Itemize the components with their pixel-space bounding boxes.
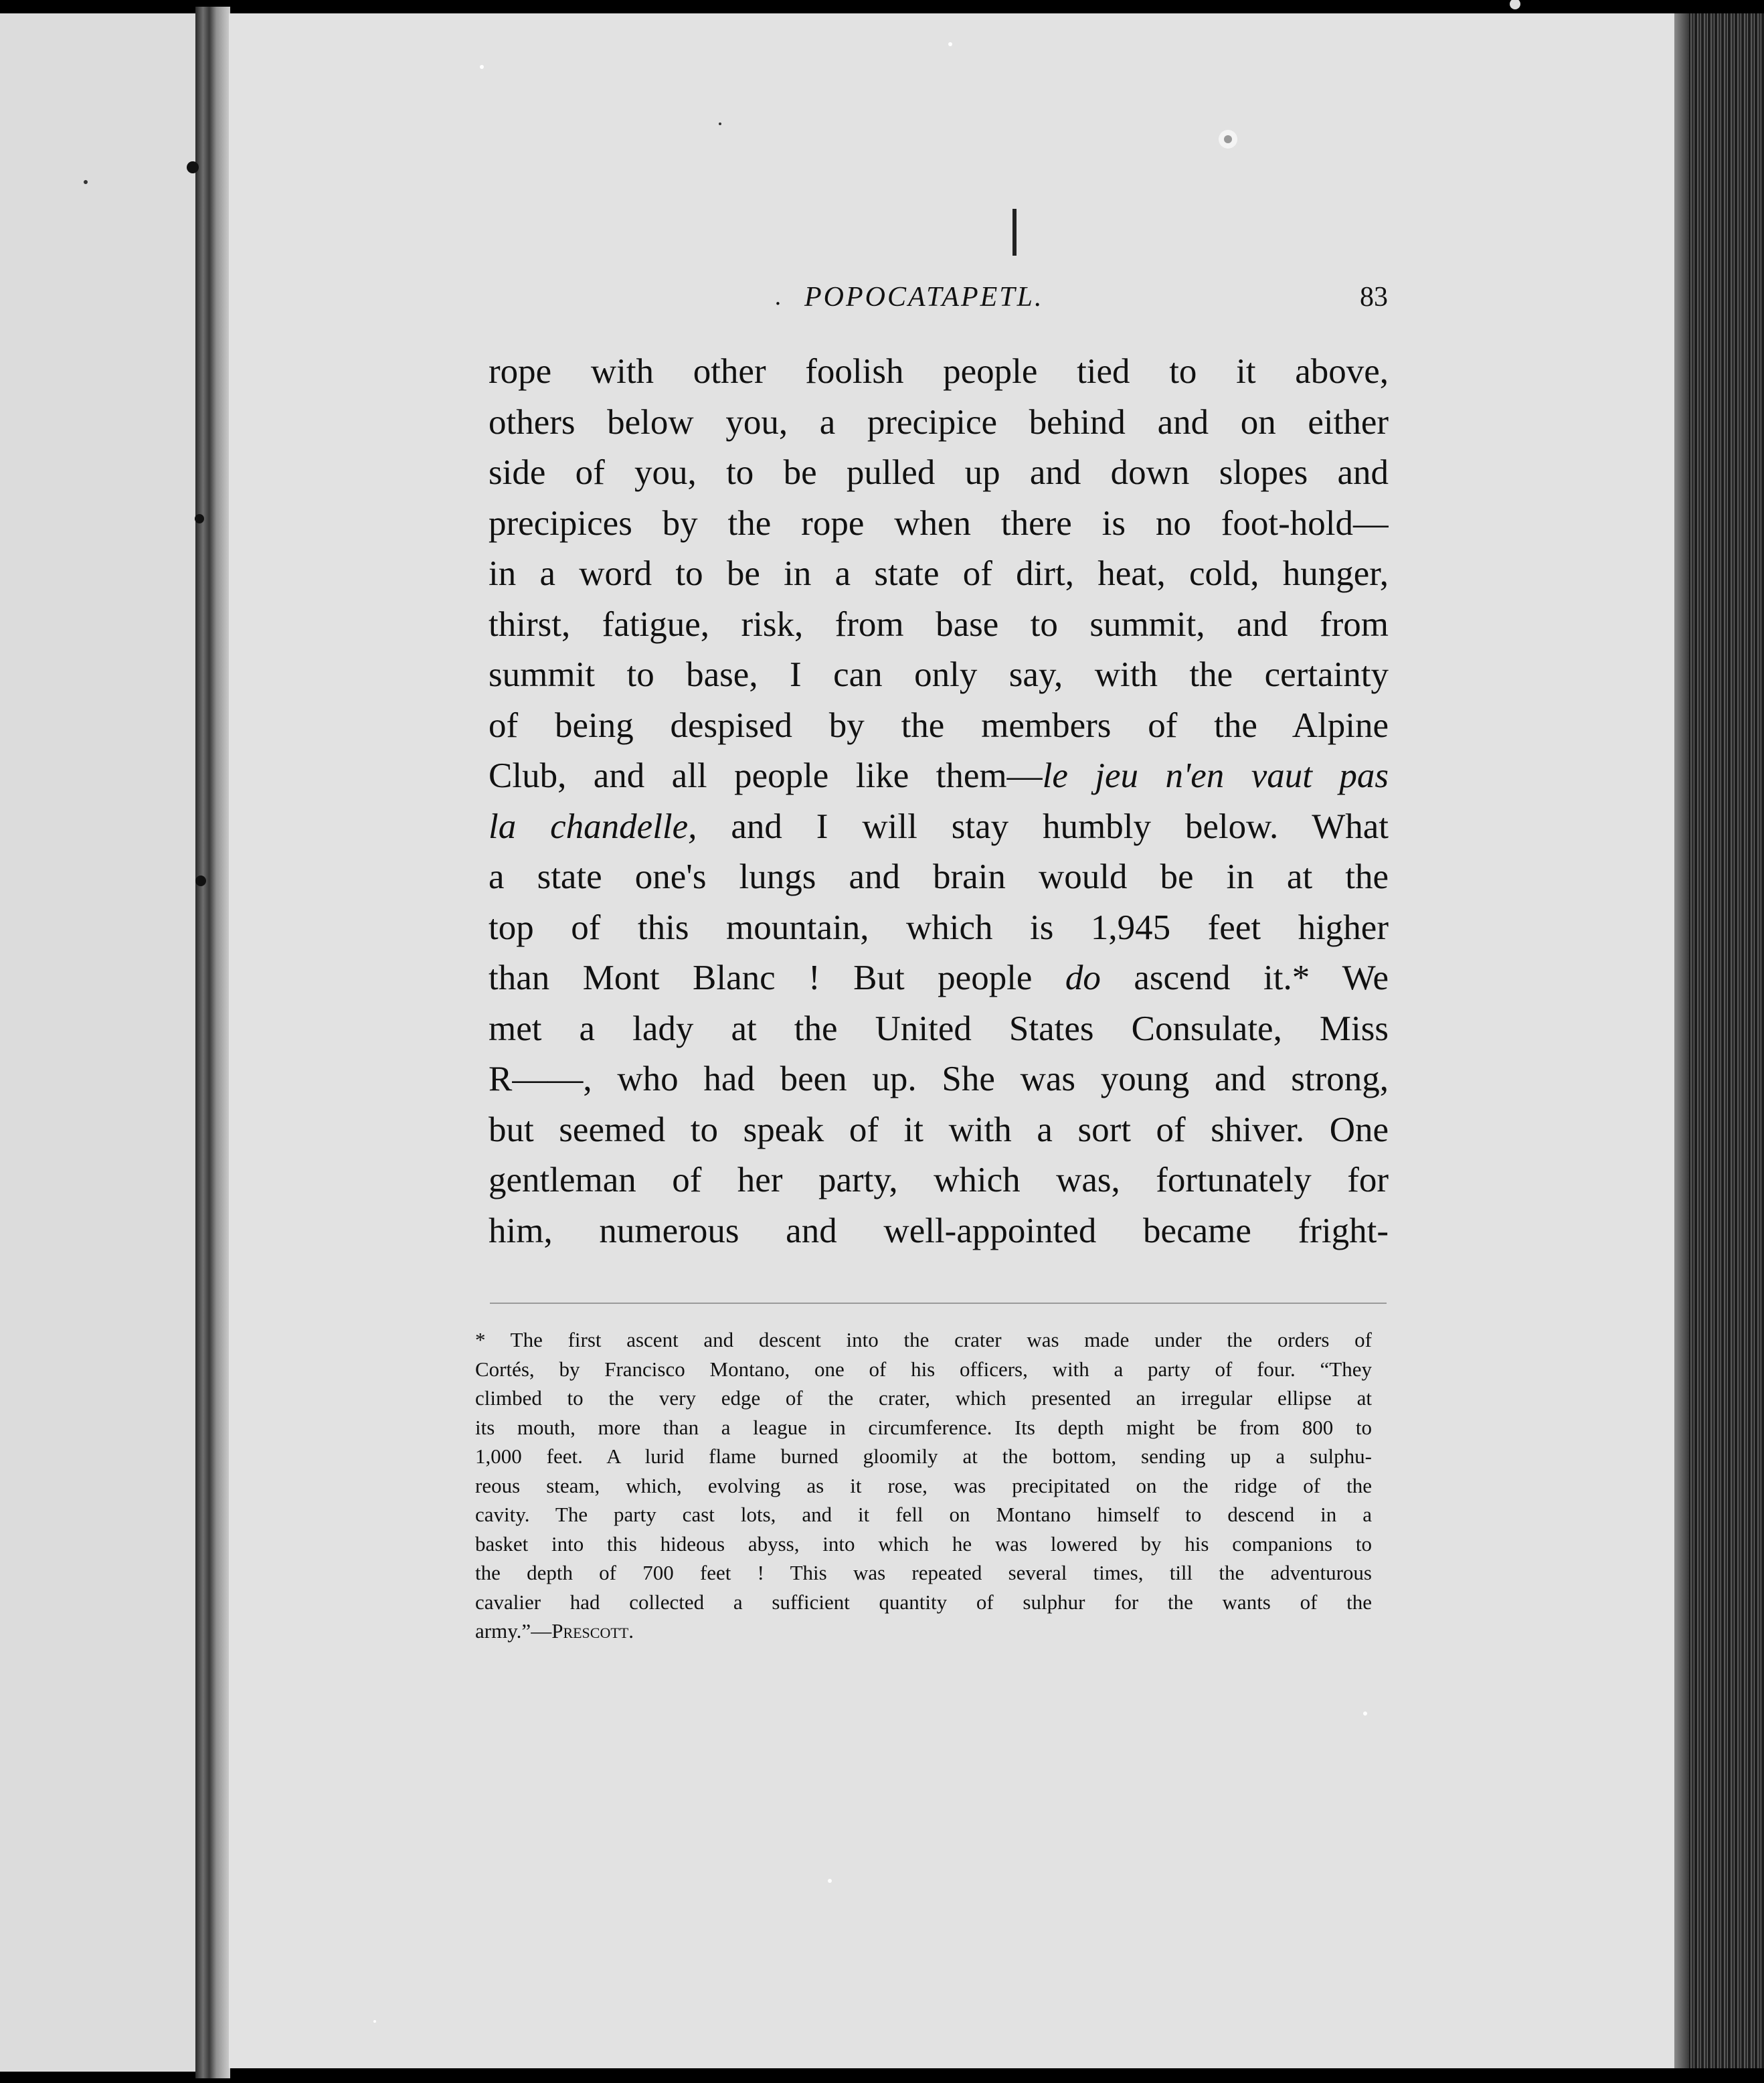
footnote-line: cavalier had collected a sufficient quantity of sulphur for the wants of the [475, 1590, 1372, 1614]
french-phrase: la chandelle, [489, 807, 697, 846]
body-line: a state one's lungs and brain would be in at the [489, 857, 1389, 896]
body-line: in a word to be in a state of dirt, heat, cold, hunger, [489, 554, 1389, 593]
body-text-run: than Mont Blanc ! But people [489, 959, 1065, 997]
footnote-line: its mouth, more than a league in circumference. Its depth might be from 800 to [475, 1415, 1372, 1439]
body-line: thirst, fatigue, risk, from base to summit, and from [489, 604, 1389, 644]
running-head [229, 273, 1674, 327]
body-text-run: ascend it.* We [1100, 959, 1389, 997]
body-text [489, 347, 1389, 1256]
body-text-run: and I will stay humbly below. What [697, 807, 1389, 846]
book-page [229, 13, 1674, 2068]
french-phrase: le jeu n'en vaut pas [1042, 756, 1389, 795]
page-number: 83 [1360, 282, 1388, 313]
head-mark: . [774, 284, 782, 311]
body-line [489, 751, 1389, 802]
body-line: side of you, to be pulled up and down slopes and [489, 453, 1389, 492]
footnote-line: reous steam, which, evolving as it rose, was precipitated on the ridge of the [475, 1473, 1372, 1497]
body-line: summit to base, I can only say, with the certainty [489, 655, 1389, 694]
body-line: of being despised by the members of the Alpine [489, 705, 1389, 745]
body-line [489, 953, 1389, 1004]
body-line: but seemed to speak of it with a sort of shiver. One [489, 1110, 1389, 1149]
body-line: top of this mountain, which is 1,945 feet higher [489, 908, 1389, 947]
body-line: R——, who had been up. She was young and strong, [489, 1060, 1389, 1098]
footnote-line: climbed to the very edge of the crater, which presented an irregular ellipse at [475, 1386, 1372, 1410]
body-line: gentleman of her party, which was, fortunately for [489, 1161, 1389, 1199]
footnote-attribution: Prescott. [551, 1619, 634, 1643]
body-line: him, numerous and well-appointed became fright- [489, 1211, 1389, 1250]
book-gutter [195, 7, 230, 2078]
body-line: met a lady at the United States Consulate, Miss [489, 1009, 1389, 1048]
emphasis: do [1065, 959, 1101, 997]
body-line [489, 802, 1389, 853]
body-line: others below you, a precipice behind and on either [489, 402, 1389, 442]
footnote-line: basket into this hideous abyss, into which he was lowered by his companions to [475, 1531, 1372, 1556]
footnote-line: Cortés, by Francisco Montano, one of his officers, with a party of four. “They [475, 1357, 1372, 1381]
footnote-line [475, 1616, 1372, 1646]
body-line: precipices by the rope when there is no foot-hold— [489, 503, 1389, 543]
body-text-run: Club, and all people like them— [489, 756, 1043, 795]
book-page-edge-highlight [1674, 13, 1689, 2068]
body-line: rope with other foolish people tied to it above, [489, 352, 1389, 391]
footnote-line: 1,000 feet. A lurid flame burned gloomily at the bottom, sending up a sulphu- [475, 1444, 1372, 1468]
footnote [475, 1325, 1372, 1646]
footnote-line: cavity. The party cast lots, and it fell on Montano himself to descend in a [475, 1503, 1372, 1526]
footnote-line: * The first ascent and descent into the crater was made under the orders of [475, 1328, 1372, 1351]
page-title: POPOCATAPETL. [804, 282, 1044, 313]
footnote-divider [490, 1303, 1387, 1304]
previous-page-edge [0, 13, 201, 2072]
footnote-text-run: army.”— [475, 1619, 552, 1643]
footnote-line: the depth of 700 feet ! This was repeated several times, till the adventurous [475, 1561, 1372, 1584]
